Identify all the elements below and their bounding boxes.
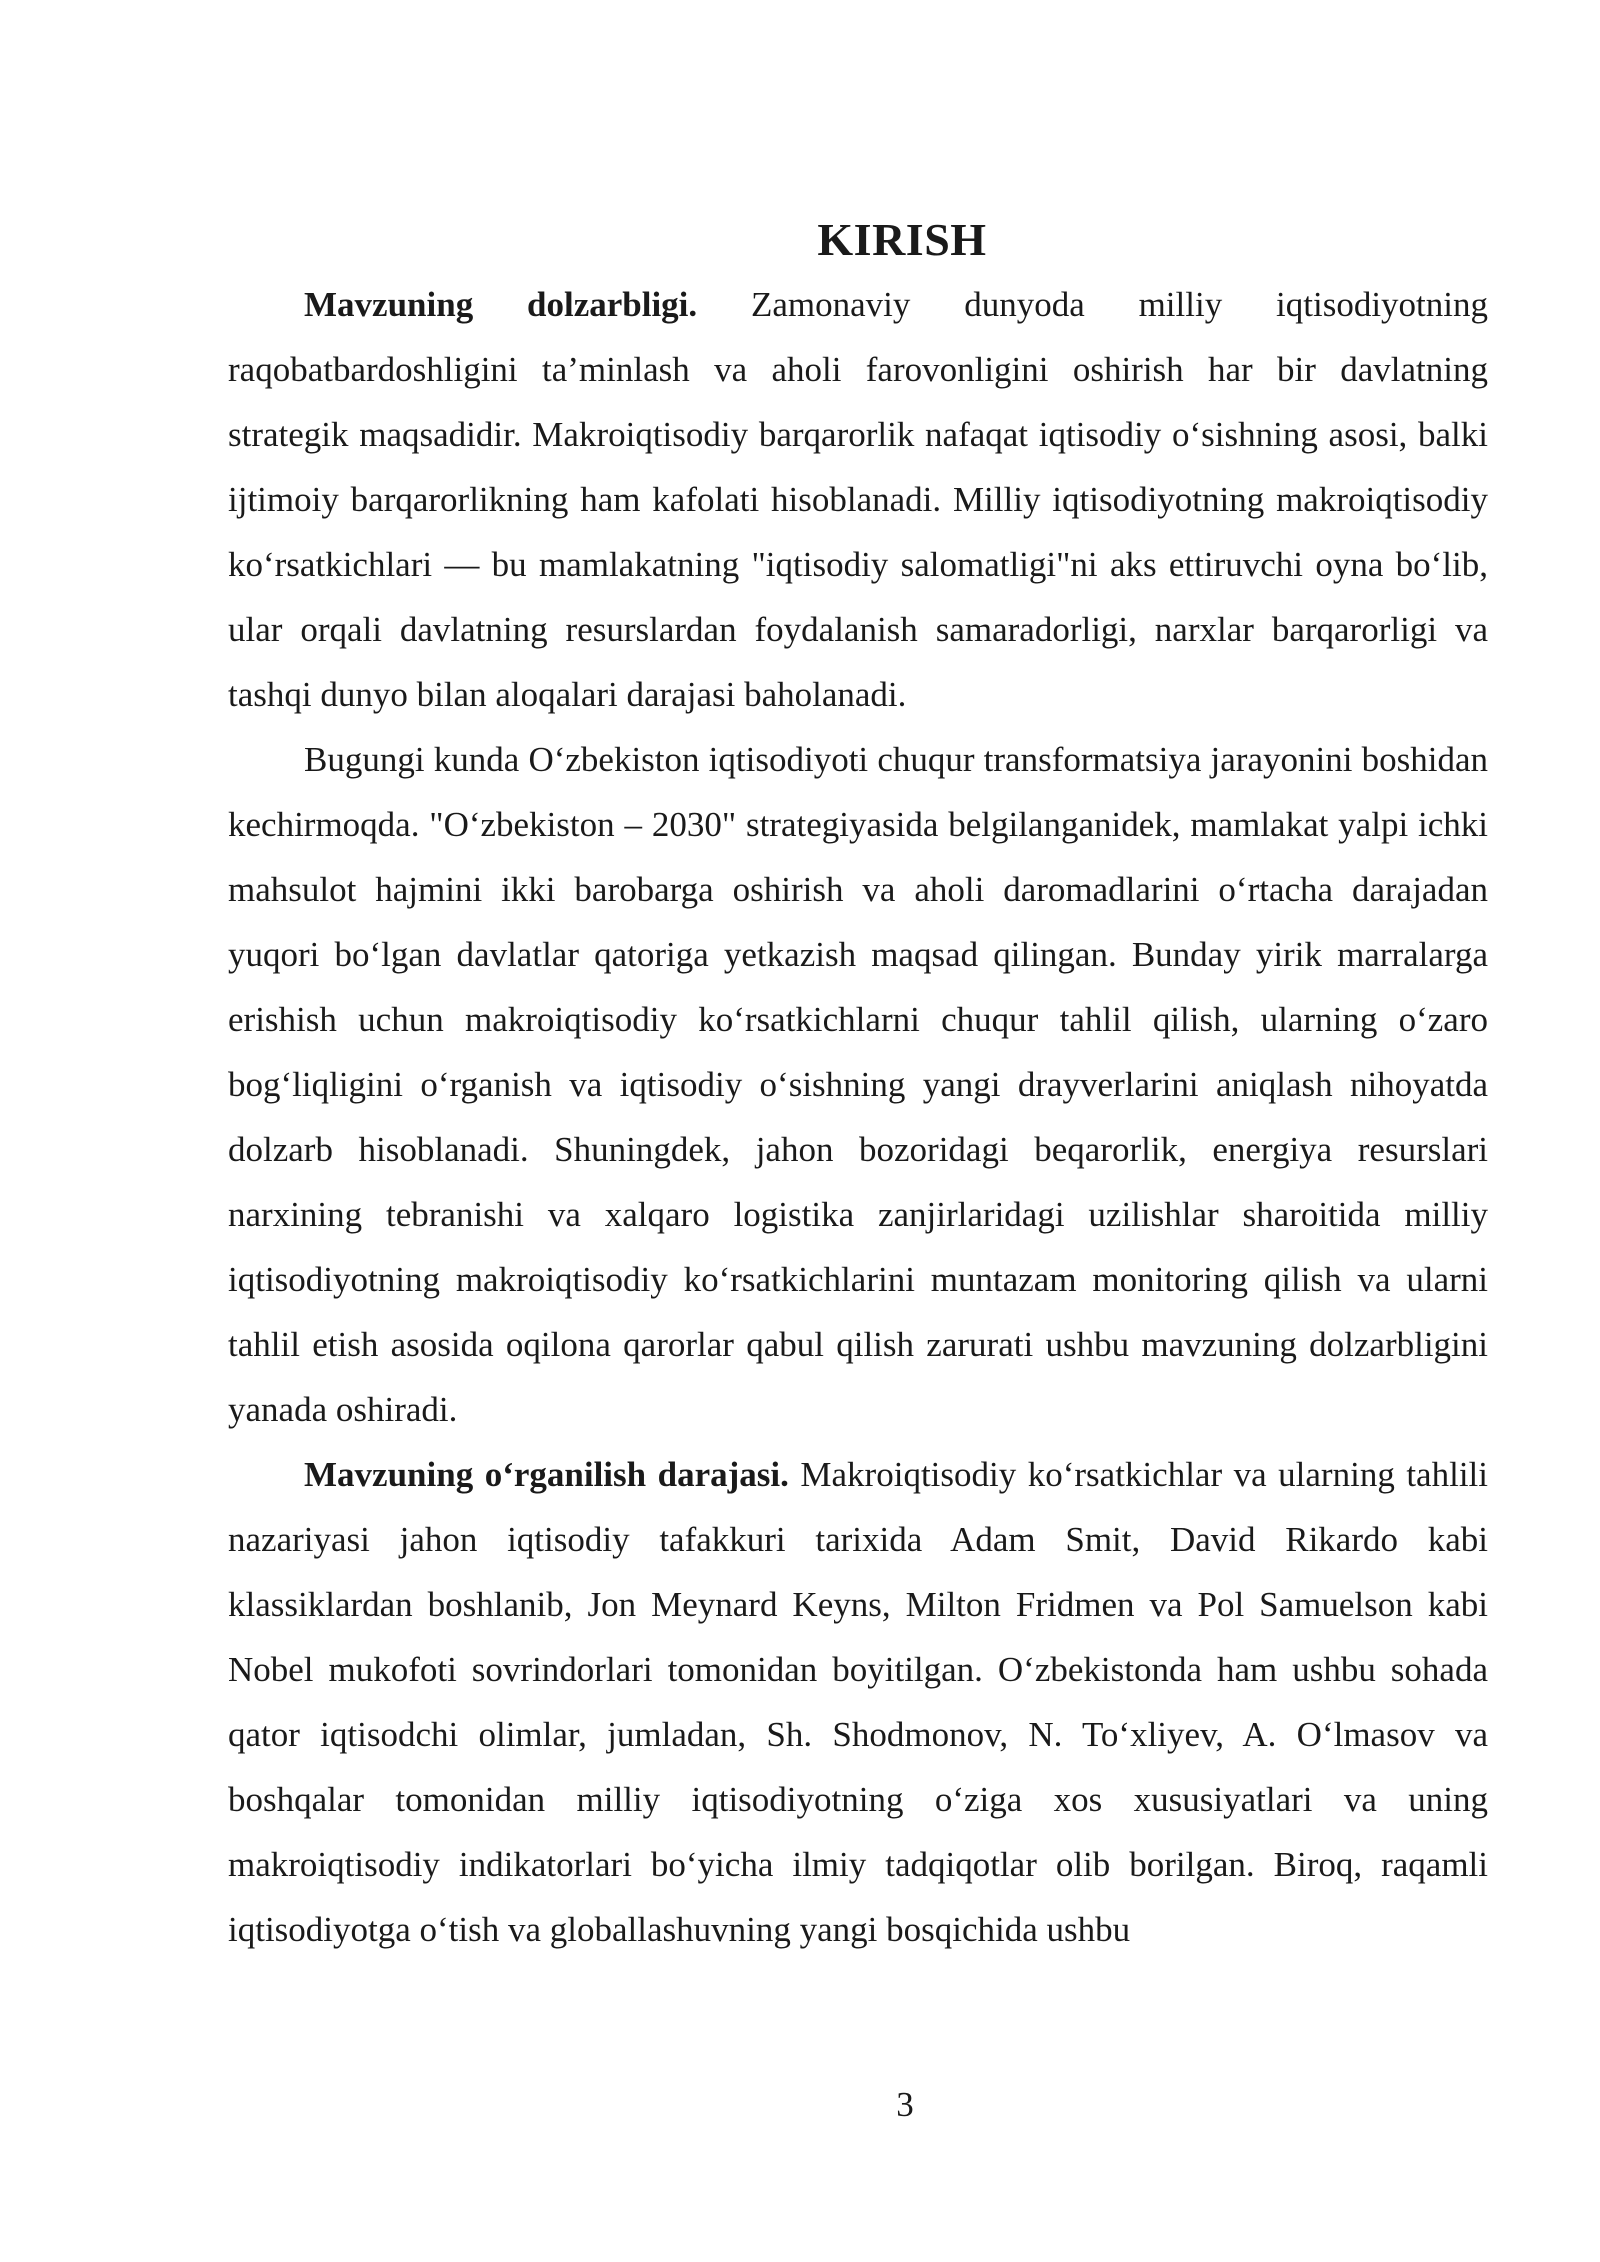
paragraph-research-degree xyxy=(228,1442,1488,1962)
paragraph-body-research-degree: Makroiqtisodiy ko‘rsatkichlar va ularning tahlili nazariyasi jahon iqtisodiy tafakkuri tarixida Adam Smit, David Rikardo kabi klassiklardan boshlanib, Jon Meynard Keyns, Milton Fridmen va Pol Samuelson kabi Nobel mukofoti sovrindorlari tomonidan boyitilgan. O‘zbekistonda ham ushbu sohada qator iqtisodchi olimlar, jumladan, Sh. Shodmonov, N. To‘xliyev, A. O‘lmasov va boshqalar tomonidan milliy iqtisodiyotning o‘ziga xos xususiyatlari va uning makroiqtisodiy indikatorlari bo‘yicha ilmiy tadqiqotlar olib borilgan. Biroq, raqamli iqtisodiyotga o‘tish va globallashuvning yangi bosqichida ushbu xyxy=(228,1455,1488,1949)
paragraph-relevance xyxy=(228,272,1488,727)
document-page xyxy=(228,208,1488,1962)
paragraph-body-uzbekistan-economy: Bugungi kunda O‘zbekiston iqtisodiyoti chuqur transformatsiya jarayonini boshidan kechirmoqda. "O‘zbekiston – 2030" strategiyasida belgilanganidek, mamlakat yalpi ichki mahsulot hajmini ikki barobarga oshirish va aholi daromadlarini o‘rtacha darajadan yuqori bo‘lgan davlatlar qatoriga yetkazish maqsad qilingan. Bunday yirik marralarga erishish uchun makroiqtisodiy ko‘rsatkichlarni chuqur tahlil qilish, ularning o‘zaro bog‘liqligini o‘rganish va iqtisodiy o‘sishning yangi drayverlarini aniqlash nihoyatda dolzarb hisoblanadi. Shuningdek, jahon bozoridagi beqarorlik, energiya resurslari narxining tebranishi va xalqaro logistika zanjirlaridagi uzilishlar sharoitida milliy iqtisodiyotning makroiqtisodiy ko‘rsatkichlarini muntazam monitoring qilish va ularni tahlil etish asosida oqilona qarorlar qabul qilish zarurati ushbu mavzuning dolzarbligini yanada oshiradi. xyxy=(228,740,1488,1429)
page-number: 3 xyxy=(896,2085,914,2124)
paragraph-lead-relevance: Mavzuning dolzarbligi. xyxy=(304,285,698,324)
paragraph-lead-research-degree: Mavzuning o‘rganilish darajasi. xyxy=(304,1455,789,1494)
paragraph-body-relevance: Zamonaviy dunyoda milliy iqtisodiyotning raqobatbardoshligini ta’minlash va aholi farovonligini oshirish har bir davlatning strategik maqsadidir. Makroiqtisodiy barqarorlik nafaqat iqtisodiy o‘sishning asosi, balki ijtimoiy barqarorlikning ham kafolati hisoblanadi. Milliy iqtisodiyotning makroiqtisodiy ko‘rsatkichlari — bu mamlakatning "iqtisodiy salomatligi"ni aks ettiruvchi oyna bo‘lib, ular orqali davlatning resurslardan foydalanish samaradorligi, narxlar barqarorligi va tashqi dunyo bilan aloqalari darajasi baholanadi. xyxy=(228,285,1488,714)
page-title: KIRISH xyxy=(817,214,987,265)
paragraph-uzbekistan-economy xyxy=(228,727,1488,1442)
